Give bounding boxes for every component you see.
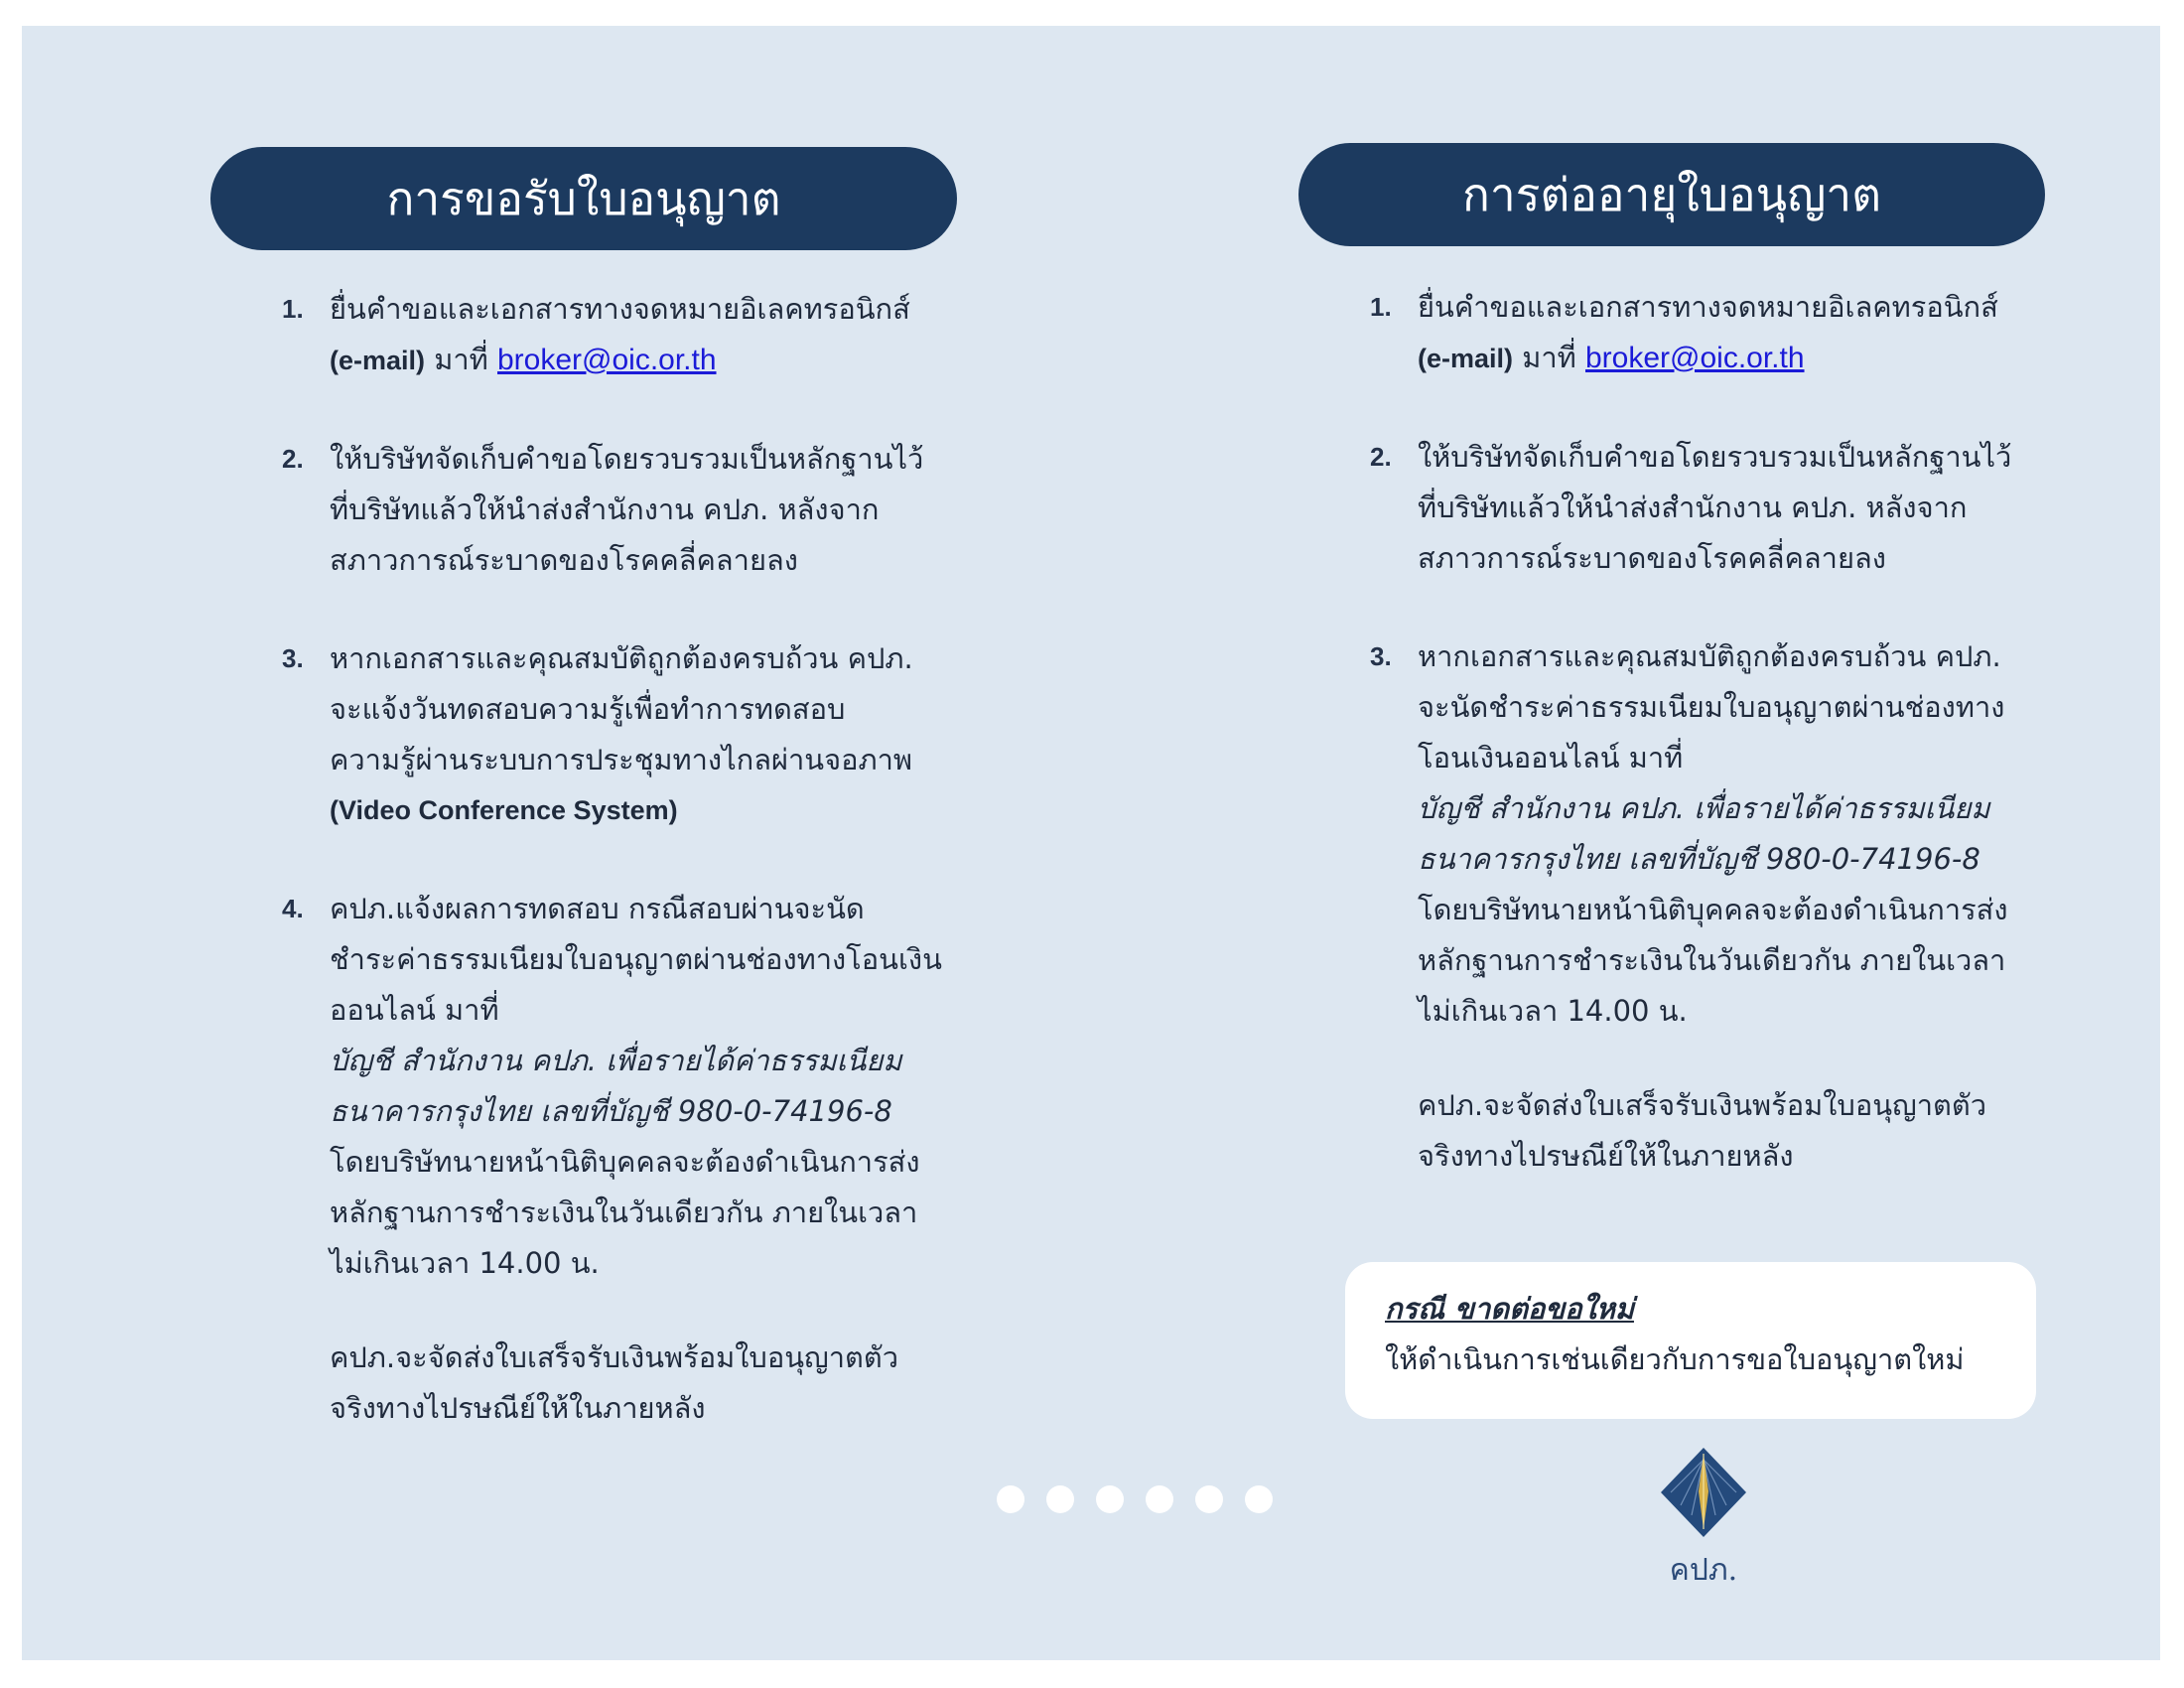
step-text: ความรู้ผ่านระบบการประชุมทางไกลผ่านจอภาพ xyxy=(330,743,913,776)
note-text: คปภ.จะจัดส่งใบเสร็จรับเงินพร้อมใบอนุญาตตัว xyxy=(1418,1088,1987,1122)
step-text: โอนเงินออนไลน์ มาที่ xyxy=(1418,741,1684,774)
step-4 xyxy=(210,884,995,1289)
step-text: หากเอกสารและคุณสมบัติถูกต้องครบถ้วน คปภ. xyxy=(330,641,913,675)
step-number: 2. xyxy=(282,444,304,474)
notice-body: ให้ดำเนินการเช่นเดียวกับการขอใบอนุญาตใหม่ xyxy=(1385,1342,1965,1376)
step-number: 2. xyxy=(1370,442,1392,472)
step-1 xyxy=(1298,282,2083,384)
step-number: 1. xyxy=(282,294,304,324)
step-text-english: (Video Conference System) xyxy=(330,795,678,825)
delivery-note xyxy=(1298,1080,2083,1182)
pagination-dot xyxy=(1245,1485,1273,1513)
step-2 xyxy=(210,434,995,586)
step-text: ยื่นคำขอและเอกสารทางจดหมายอิเลคทรอนิกส์ xyxy=(1418,290,1998,324)
email-line xyxy=(1418,333,2083,384)
note-text: จริงทางไปรษณีย์ให้ในภายหลัง xyxy=(1418,1139,1794,1173)
renewal-section xyxy=(1298,143,2083,1182)
renewal-title: การต่ออายุใบอนุญาต xyxy=(1462,168,1881,221)
note-text: จริงทางไปรษณีย์ให้ในภายหลัง xyxy=(330,1391,706,1425)
step-text: หากเอกสารและคุณสมบัติถูกต้องครบถ้วน คปภ. xyxy=(1418,639,2001,673)
step-text: ให้บริษัทจัดเก็บคำขอโดยรวบรวมเป็นหลักฐานไว้ xyxy=(330,442,924,476)
step-number: 3. xyxy=(1370,641,1392,671)
bank-account-name: บัญชี สำนักงาน คปภ. เพื่อรายได้ค่าธรรมเนียม xyxy=(330,1044,902,1077)
logo-text: คปภ. xyxy=(1669,1553,1738,1588)
pagination-dot xyxy=(1096,1485,1124,1513)
step-1 xyxy=(210,284,995,386)
email-lead: มาที่ xyxy=(1513,341,1585,374)
step-text: ไม่เกินเวลา 14.00 น. xyxy=(330,1246,600,1280)
step-text: ออนไลน์ มาที่ xyxy=(330,993,499,1027)
new-license-header xyxy=(210,147,957,250)
lapsed-license-notice xyxy=(1345,1262,2036,1419)
step-2 xyxy=(1298,432,2083,584)
step-text: โดยบริษัทนายหน้านิติบุคคลจะต้องดำเนินการส่ง xyxy=(330,1145,920,1179)
email-link[interactable]: broker@oic.or.th xyxy=(1584,342,1805,374)
step-text: สภาวการณ์ระบาดของโรคคลี่คลายลง xyxy=(1418,541,1886,575)
step-3 xyxy=(210,633,995,836)
new-license-title: การขอรับใบอนุญาต xyxy=(386,172,781,225)
step-number: 3. xyxy=(282,643,304,673)
email-prefix: (e-mail) xyxy=(1418,344,1514,373)
step-text: ที่บริษัทแล้วให้นำส่งสำนักงาน คปภ. หลังจาก xyxy=(330,492,880,526)
note-text: คปภ.จะจัดส่งใบเสร็จรับเงินพร้อมใบอนุญาตตัว xyxy=(330,1340,899,1374)
bank-account-name: บัญชี สำนักงาน คปภ. เพื่อรายได้ค่าธรรมเนียม xyxy=(1418,791,1990,825)
bank-account-number: ธนาคารกรุงไทย เลขที่บัญชี 980-0-74196-8 xyxy=(330,1094,892,1128)
email-line xyxy=(330,335,995,386)
email-prefix: (e-mail) xyxy=(330,346,426,375)
pagination-dots xyxy=(997,1485,1273,1513)
step-text: สภาวการณ์ระบาดของโรคคลี่คลายลง xyxy=(330,543,798,577)
step-text: จะนัดชำระค่าธรรมเนียมใบอนุญาตผ่านช่องทาง xyxy=(1418,690,2005,724)
email-link[interactable]: broker@oic.or.th xyxy=(496,344,717,376)
delivery-note xyxy=(210,1333,995,1434)
step-text: ชำระค่าธรรมเนียมใบอนุญาตผ่านช่องทางโอนเงิน xyxy=(330,942,942,976)
bank-account-number: ธนาคารกรุงไทย เลขที่บัญชี 980-0-74196-8 xyxy=(1418,842,1980,876)
new-license-section xyxy=(210,147,995,1434)
new-license-steps xyxy=(210,284,995,1289)
pagination-dot xyxy=(1195,1485,1223,1513)
step-text: ให้บริษัทจัดเก็บคำขอโดยรวบรวมเป็นหลักฐานไว้ xyxy=(1418,440,2012,474)
step-text: ไม่เกินเวลา 14.00 น. xyxy=(1418,994,1688,1028)
pagination-dot xyxy=(1146,1485,1173,1513)
pagination-dot xyxy=(997,1485,1024,1513)
renewal-header xyxy=(1298,143,2045,246)
step-text: คปภ.แจ้งผลการทดสอบ กรณีสอบผ่านจะนัด xyxy=(330,892,865,925)
step-number: 4. xyxy=(282,894,304,923)
step-text: จะแจ้งวันทดสอบความรู้เพื่อทำการทดสอบ xyxy=(330,692,846,726)
notice-title: กรณี ขาดต่อขอใหม่ xyxy=(1385,1292,1634,1326)
step-text: ยื่นคำขอและเอกสารทางจดหมายอิเลคทรอนิกส์ xyxy=(330,292,910,326)
renewal-steps xyxy=(1298,282,2083,1037)
step-3 xyxy=(1298,632,2083,1037)
pagination-dot xyxy=(1046,1485,1074,1513)
oic-logo xyxy=(1656,1446,1751,1594)
step-text: โดยบริษัทนายหน้านิติบุคคลจะต้องดำเนินการส่ง xyxy=(1418,893,2008,926)
oic-diamond-emblem-icon xyxy=(1659,1446,1748,1539)
email-lead: มาที่ xyxy=(425,343,497,376)
step-number: 1. xyxy=(1370,292,1392,322)
step-text: หลักฐานการชำระเงินในวันเดียวกัน ภายในเวลา xyxy=(330,1196,918,1229)
step-text: หลักฐานการชำระเงินในวันเดียวกัน ภายในเวลา xyxy=(1418,943,2006,977)
step-text: ที่บริษัทแล้วให้นำส่งสำนักงาน คปภ. หลังจาก xyxy=(1418,491,1968,524)
